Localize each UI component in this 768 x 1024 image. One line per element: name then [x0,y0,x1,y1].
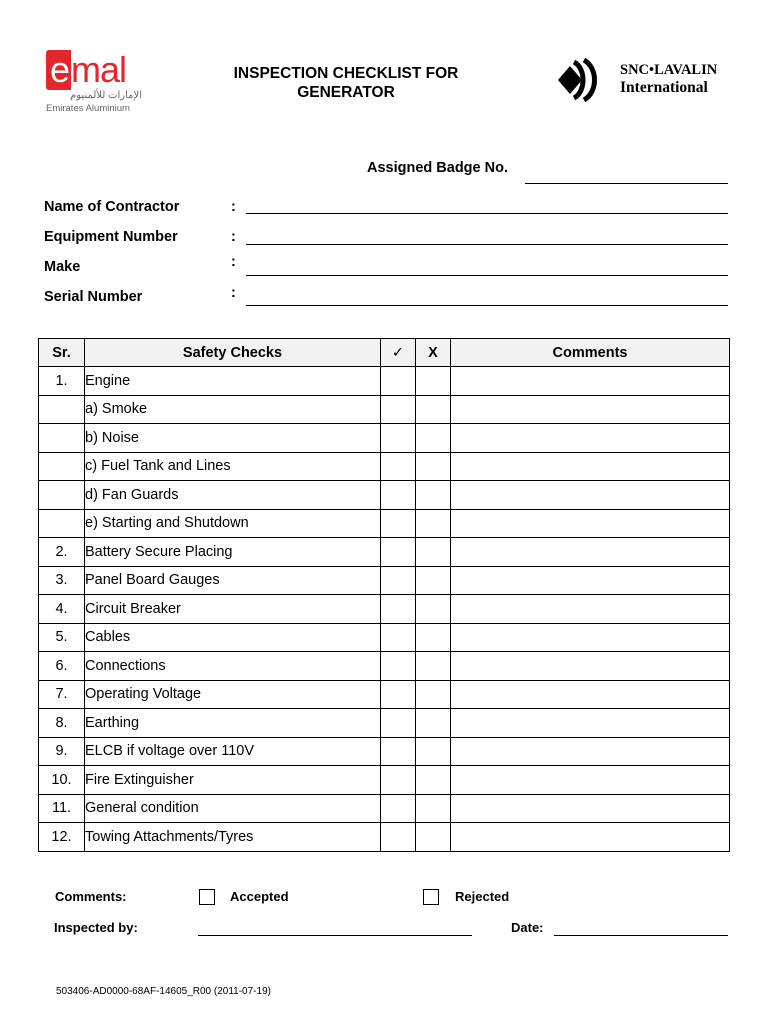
emal-logo-arabic: الإمارات للألمنيوم [70,90,142,101]
header-comments: Comments [451,339,730,367]
make-label: Make [44,259,81,275]
table-row [39,623,730,652]
rejected-label: Rejected [455,889,510,904]
accepted-label: Accepted [230,889,289,904]
emal-logo-e: e [46,50,71,90]
make-field[interactable] [246,275,728,276]
row-sr-cell: 11. [39,794,85,823]
serial-number-field[interactable] [246,305,728,306]
row-ok-cell[interactable] [381,367,416,396]
row-ok-cell[interactable] [381,424,416,453]
row-safety-check-cell: c) Fuel Tank and Lines [85,452,381,481]
header-sr: Sr. [39,339,85,367]
table-row [39,680,730,709]
row-not-ok-cell[interactable] [416,623,451,652]
row-ok-cell[interactable] [381,395,416,424]
row-comments-cell[interactable] [451,737,730,766]
row-ok-cell[interactable] [381,794,416,823]
row-ok-cell[interactable] [381,652,416,681]
row-sr-cell: 4. [39,595,85,624]
row-safety-check-cell: Operating Voltage [85,680,381,709]
row-ok-cell[interactable] [381,595,416,624]
row-sr-cell: 5. [39,623,85,652]
snc-lavalin-logo [556,58,738,104]
document-title-line2: GENERATOR [297,84,395,101]
emal-logo-wordmark [46,50,126,90]
table-row [39,794,730,823]
row-comments-cell[interactable] [451,794,730,823]
header-safety-checks: Safety Checks [85,339,381,367]
emal-logo [46,50,146,116]
table-row [39,538,730,567]
row-not-ok-cell[interactable] [416,823,451,852]
row-safety-check-cell: d) Fan Guards [85,481,381,510]
row-not-ok-cell[interactable] [416,595,451,624]
row-sr-cell: 9. [39,737,85,766]
row-safety-check-cell: Connections [85,652,381,681]
row-not-ok-cell[interactable] [416,737,451,766]
row-comments-cell[interactable] [451,766,730,795]
row-safety-check-cell: Earthing [85,709,381,738]
date-field[interactable] [554,935,728,936]
row-comments-cell[interactable] [451,595,730,624]
row-safety-check-cell: Fire Extinguisher [85,766,381,795]
badge-label: Assigned Badge No. [367,160,508,176]
row-sr-cell [39,395,85,424]
row-safety-check-cell: General condition [85,794,381,823]
equipment-number-field[interactable] [246,244,728,245]
row-ok-cell[interactable] [381,737,416,766]
table-row [39,737,730,766]
serial-number-label: Serial Number [44,289,143,305]
row-sr-cell [39,481,85,510]
row-ok-cell[interactable] [381,509,416,538]
header-check-mark-icon: ✓ [381,339,416,367]
row-comments-cell[interactable] [451,709,730,738]
row-not-ok-cell[interactable] [416,709,451,738]
row-safety-check-cell: e) Starting and Shutdown [85,509,381,538]
contractor-field[interactable] [246,213,728,214]
row-not-ok-cell[interactable] [416,652,451,681]
table-row [39,595,730,624]
table-row [39,509,730,538]
row-comments-cell[interactable] [451,823,730,852]
row-ok-cell[interactable] [381,452,416,481]
make-colon: : [231,254,236,270]
row-safety-check-cell: Circuit Breaker [85,595,381,624]
row-ok-cell[interactable] [381,566,416,595]
document-id: 503406-AD0000-68AF-14605_R00 (2011-07-19) [56,986,271,997]
row-not-ok-cell[interactable] [416,566,451,595]
row-comments-cell[interactable] [451,566,730,595]
row-comments-cell[interactable] [451,424,730,453]
row-not-ok-cell[interactable] [416,794,451,823]
table-body [39,367,730,852]
row-ok-cell[interactable] [381,538,416,567]
row-safety-check-cell: Cables [85,623,381,652]
row-safety-check-cell: Engine [85,367,381,396]
row-comments-cell[interactable] [451,623,730,652]
safety-checklist-table [38,338,730,852]
serial-number-colon: : [231,285,236,301]
row-comments-cell[interactable] [451,509,730,538]
row-ok-cell[interactable] [381,709,416,738]
rejected-checkbox[interactable] [423,889,439,905]
row-ok-cell[interactable] [381,823,416,852]
row-sr-cell: 3. [39,566,85,595]
table-row [39,766,730,795]
row-not-ok-cell[interactable] [416,766,451,795]
snc-lavalin-text [620,62,717,96]
snc-lavalin-emblem-icon [556,58,608,102]
contractor-colon: : [231,199,236,215]
row-comments-cell[interactable] [451,680,730,709]
row-comments-cell[interactable] [451,652,730,681]
row-not-ok-cell[interactable] [416,481,451,510]
emal-logo-mal: mal [71,49,127,90]
row-safety-check-cell: Panel Board Gauges [85,566,381,595]
row-comments-cell[interactable] [451,481,730,510]
table-row [39,652,730,681]
row-safety-check-cell: ELCB if voltage over 110V [85,737,381,766]
row-not-ok-cell[interactable] [416,509,451,538]
table-row [39,367,730,396]
emal-logo-english: Emirates Aluminium [46,103,130,114]
table-row [39,709,730,738]
inspected-by-label: Inspected by: [54,920,138,935]
date-label: Date: [511,920,544,935]
row-comments-cell[interactable] [451,452,730,481]
row-ok-cell[interactable] [381,680,416,709]
inspected-by-field[interactable] [198,935,472,936]
row-sr-cell [39,424,85,453]
row-safety-check-cell: Towing Attachments/Tyres [85,823,381,852]
snc-lavalin-line2: International [620,79,708,96]
row-comments-cell[interactable] [451,538,730,567]
equipment-number-label: Equipment Number [44,229,178,245]
row-sr-cell: 8. [39,709,85,738]
table-header-row [39,339,730,367]
row-sr-cell: 7. [39,680,85,709]
row-ok-cell[interactable] [381,623,416,652]
table-row [39,566,730,595]
table-row [39,481,730,510]
row-sr-cell [39,509,85,538]
equipment-number-colon: : [231,229,236,245]
accepted-checkbox[interactable] [199,889,215,905]
row-not-ok-cell[interactable] [416,367,451,396]
contractor-label: Name of Contractor [44,199,180,215]
row-not-ok-cell[interactable] [416,424,451,453]
row-safety-check-cell: b) Noise [85,424,381,453]
row-sr-cell: 10. [39,766,85,795]
comments-label: Comments: [55,889,127,904]
row-ok-cell[interactable] [381,766,416,795]
row-comments-cell[interactable] [451,367,730,396]
row-sr-cell: 12. [39,823,85,852]
row-not-ok-cell[interactable] [416,538,451,567]
row-sr-cell: 2. [39,538,85,567]
row-not-ok-cell[interactable] [416,395,451,424]
row-not-ok-cell[interactable] [416,680,451,709]
row-safety-check-cell: a) Smoke [85,395,381,424]
row-sr-cell: 1. [39,367,85,396]
row-sr-cell [39,452,85,481]
table-row [39,823,730,852]
table-row [39,424,730,453]
badge-field[interactable] [525,183,728,184]
row-safety-check-cell: Battery Secure Placing [85,538,381,567]
row-ok-cell[interactable] [381,481,416,510]
document-title-line1: INSPECTION CHECKLIST FOR [233,65,459,82]
row-sr-cell: 6. [39,652,85,681]
header-x-mark: X [416,339,451,367]
document-title [200,64,492,102]
table-row [39,452,730,481]
snc-lavalin-line1: SNC•LAVALIN [620,62,718,78]
row-not-ok-cell[interactable] [416,452,451,481]
row-comments-cell[interactable] [451,395,730,424]
table-row [39,395,730,424]
